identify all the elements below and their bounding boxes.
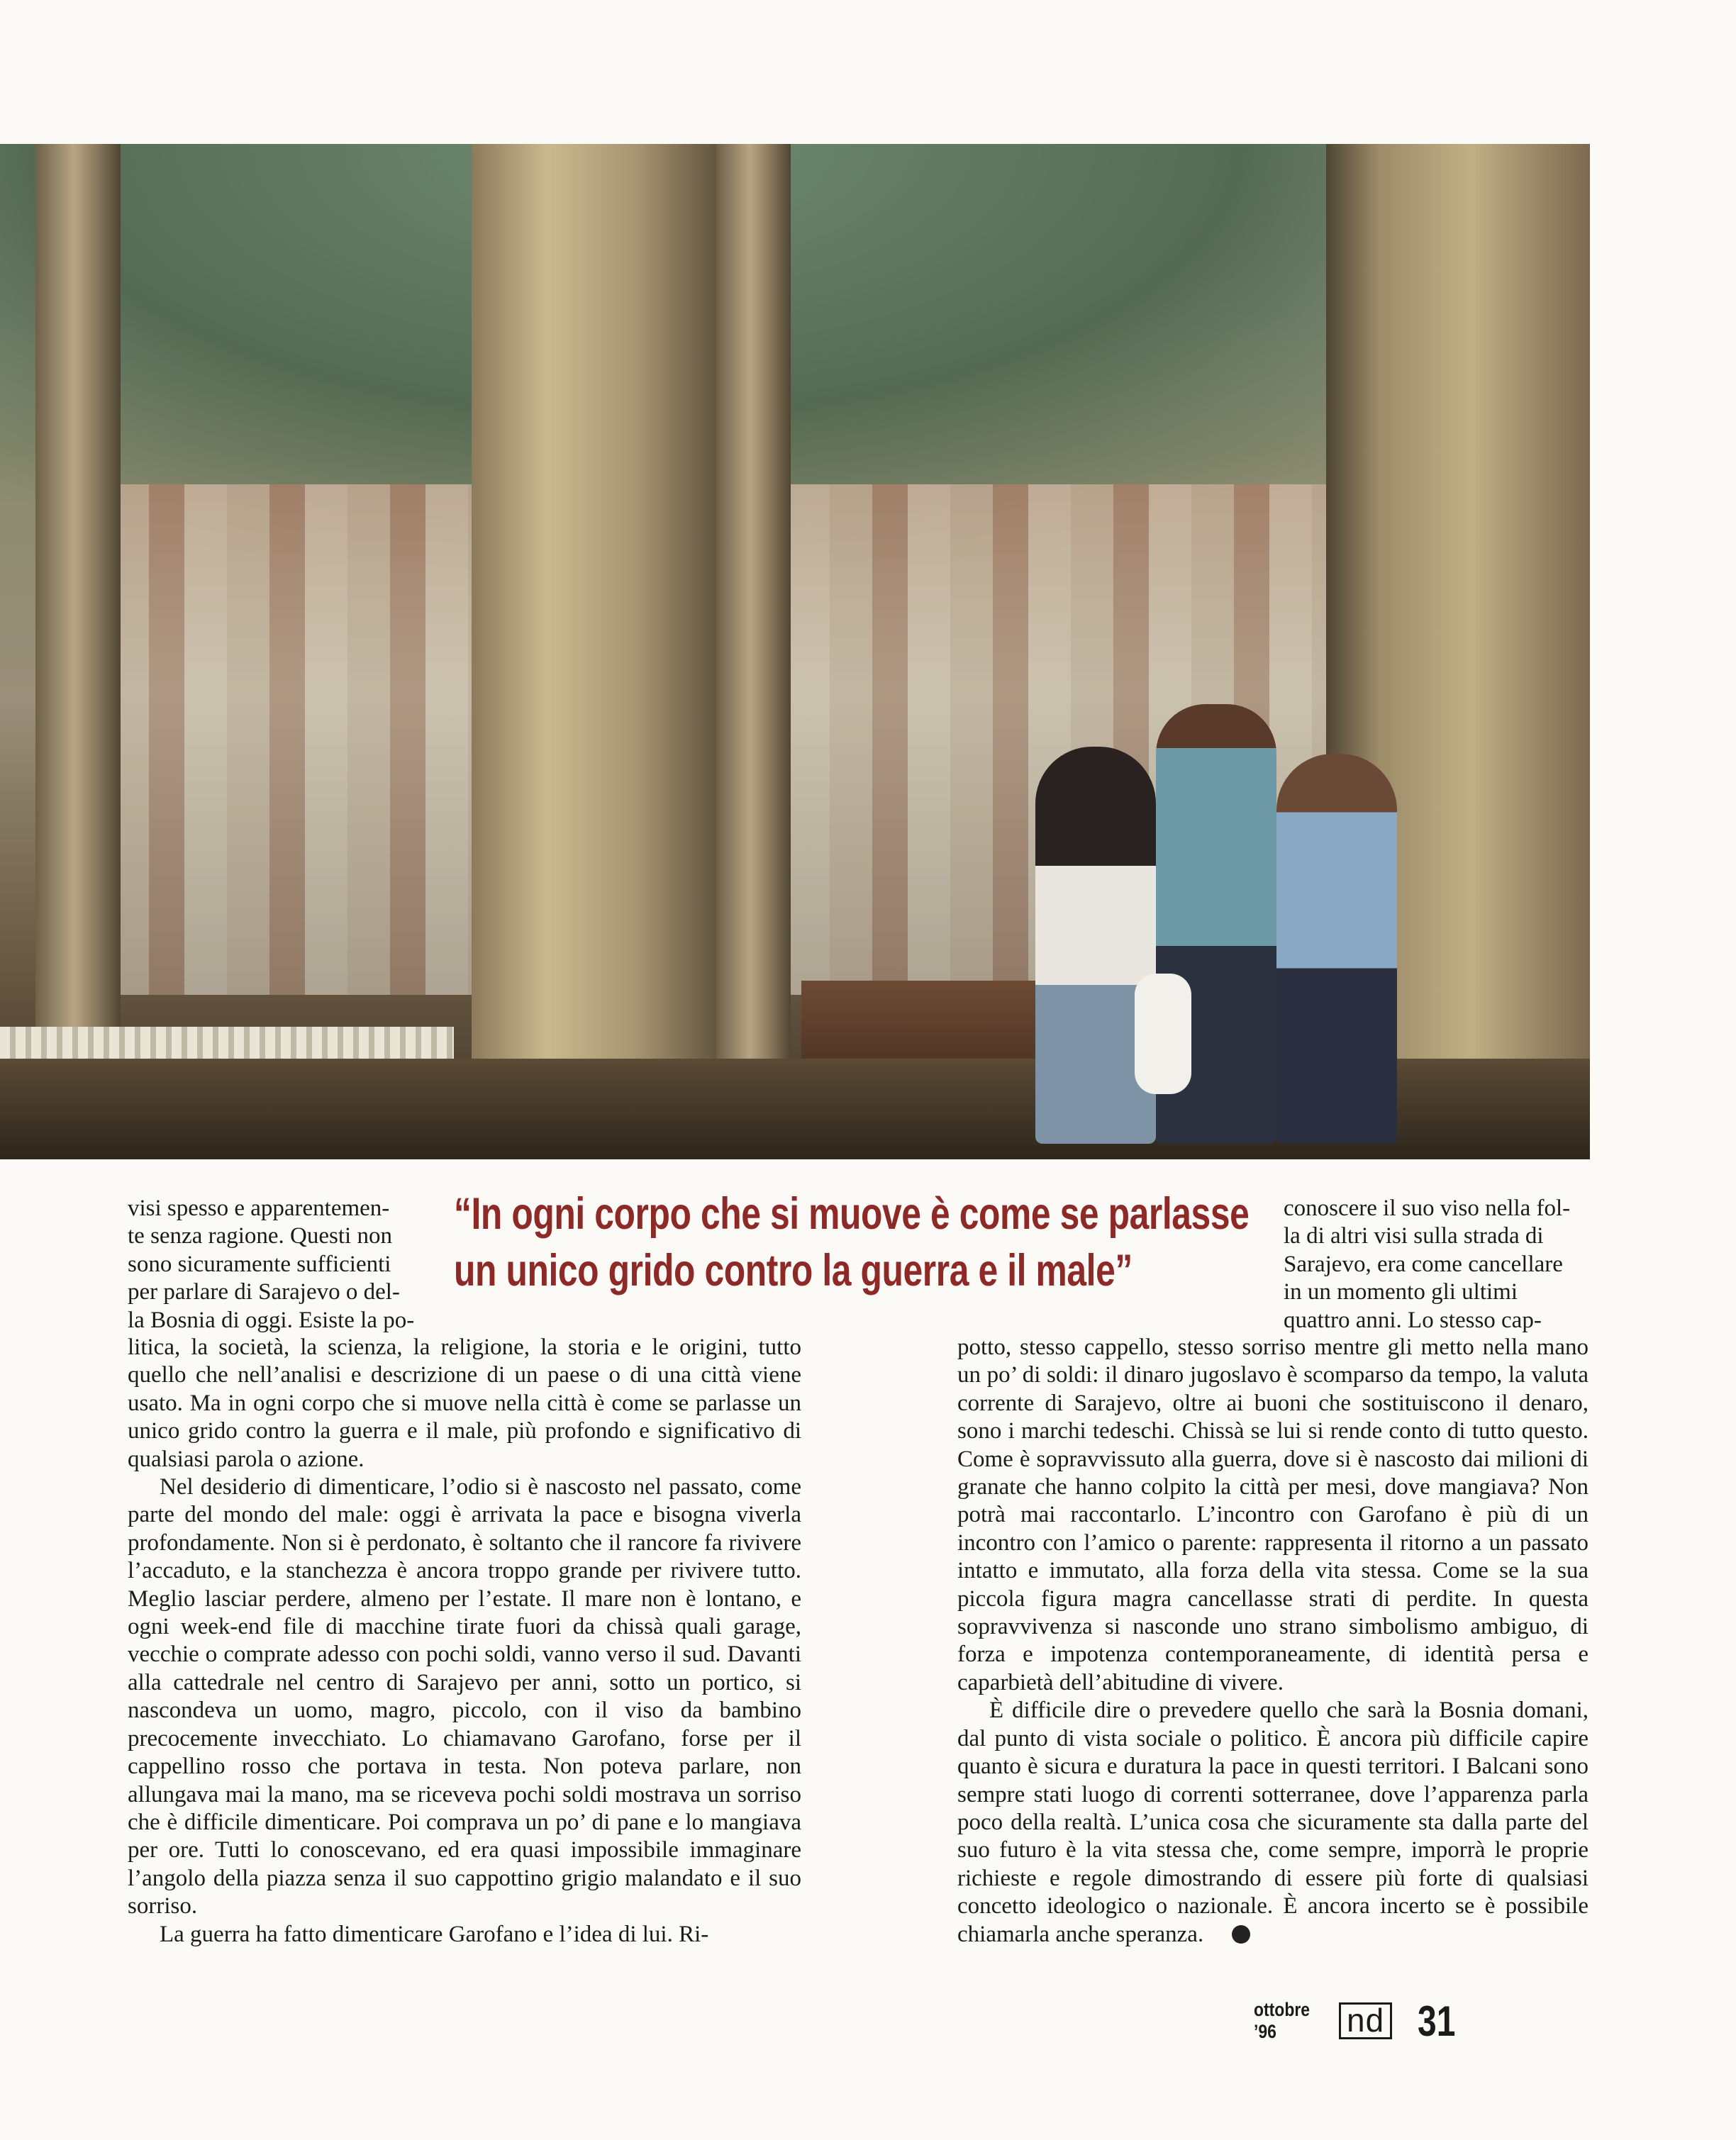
text-line: sono sicuramente sufficienti (128, 1251, 391, 1277)
right-column-top (1284, 1195, 1588, 1334)
photo-column-center (716, 144, 791, 1159)
text-line: te senza ragione. Questi non (128, 1223, 392, 1249)
end-of-article-bullet-icon (1232, 1925, 1250, 1944)
page-footer (1254, 1997, 1465, 2045)
paragraph: litica, la società, la scienza, la religione, la storia e le origini, tutto quello che nell’analisi e descrizione di un paese o di una città viene usato. Ma in ogni corpo che si muove nella città è come se parlasse un unico grido contro la guerra e il male, più profondo e significativo di qualsiasi parola o azione. (128, 1334, 801, 1472)
pull-quote: “In ogni corpo che si muove è come se parlasse un unico grido contro la guerra e il male” (454, 1189, 1250, 1295)
paragraph-text: È difficile dire o prevedere quello che sarà la Bosnia domani, dal punto di vista sociale o politico. È ancora più difficile capire quanto è sicura e duratura la pace in questi territori. I Balcani sono sempre stati luogo di correnti sotterranee, dove l’apparenza parla poco della realtà. L’unica cosa che sicuramente sta dalla parte del suo futuro è la vita stessa che, come sempre, imporrà le proprie richieste e regole dimostrando di essere più forte di qualsiasi concetto ideologico o nazionale. È ancora incerto se è possibile chiamarla anche speranza. (957, 1698, 1588, 1947)
text-line: conoscere il suo viso nella fol- (1284, 1196, 1571, 1221)
text-line: in un momento gli ultimi (1284, 1279, 1518, 1305)
right-column-body (957, 1334, 1588, 1949)
text-line: la di altri visi sulla strada di (1284, 1223, 1544, 1249)
text-line: Sarajevo, era come cancellare (1284, 1251, 1563, 1277)
paragraph: potto, stesso cappello, stesso sorriso mentre gli metto nella mano un po’ di soldi: il dinaro jugoslavo è scomparso da tempo, la valuta corrente di Sarajevo, oltre ai buoni che sostituiscono il denaro, sono i marchi tedeschi. Chissà se lui si rende conto di tutto questo. Come è sopravvissuto alla guerra, dove si è nascosto dai milioni di granate che hanno colpito la città per mesi, dove mangiava? Non potrà mai raccontarlo. L’incontro con Garofano è più di un incontro con l’amico o parente: rappresenta il ritorno a un passato intatto e immutato, alla forza della vita stessa. Come se la sua piccola figura magra cancellasse strati di perdite. In questa sopravvivenza si nasconde uno strano simbolismo ambiguo, di forza e impotenza contemporaneamente, di identità persa e caparbietà dell’abitudine di vivere. (957, 1334, 1588, 1695)
photo-column-left (35, 144, 121, 1159)
text-line: la Bosnia di oggi. Esiste la po- (128, 1307, 415, 1333)
photo-people (1035, 704, 1404, 1158)
left-column-top (128, 1195, 429, 1334)
paragraph: Nel desiderio di dimenticare, l’odio si è nascosto nel passato, come parte del mondo del male: oggi è arrivata la pace e bisogna viverla profondamente. Non si è perdonato, è soltanto che il rancore fa rivivere l’accaduto, e la stanchezza è ancora troppo grande per rivivere tutto. Meglio lasciar perdere, almeno per l’estate. Il mare non è lontano, e ogni week-end file di macchine tirate fuori da chissà quali garage, vecchie o comprate adesso con pochi soldi, vanno verso il sud. Davanti alla cattedrale nel centro di Sarajevo per anni, sotto un portico, si nascondeva un uomo, magro, piccolo, con il viso da bambino precocemente invecchiato. Lo chiamavano Garofano, forse per il cappellino rosso che portava in testa. Non poteva parlare, non allungava mai la mano, ma se riceveva pochi soldi mostrava un sorriso che è difficile dimenticare. Poi comprava un po’ di pane e lo mangiava per ore. Tutti lo conoscevano, ed era quasi impossibile immaginare l’angolo della piazza senza il suo cappottino grigio malandato e il suo sorriso. (128, 1474, 801, 1919)
magazine-logo: nd (1339, 2002, 1392, 2039)
photo-plastic-bag (1135, 974, 1191, 1094)
paragraph: La guerra ha fatto dimenticare Garofano e l’idea di lui. Ri- (160, 1921, 709, 1947)
photo-person-3 (1276, 754, 1397, 1144)
paragraph (957, 1697, 1588, 1949)
text-line: per parlare di Sarajevo o del- (128, 1279, 400, 1305)
text-line: visi spesso e apparentemen- (128, 1196, 390, 1221)
issue-date: ottobre ’96 (1254, 1999, 1311, 2042)
article-photo (0, 144, 1590, 1159)
photo-pillar-center (472, 144, 723, 1159)
left-column-body (128, 1334, 801, 1949)
text-line: quattro anni. Lo stesso cap- (1284, 1307, 1542, 1333)
page-number: 31 (1418, 1997, 1456, 2045)
